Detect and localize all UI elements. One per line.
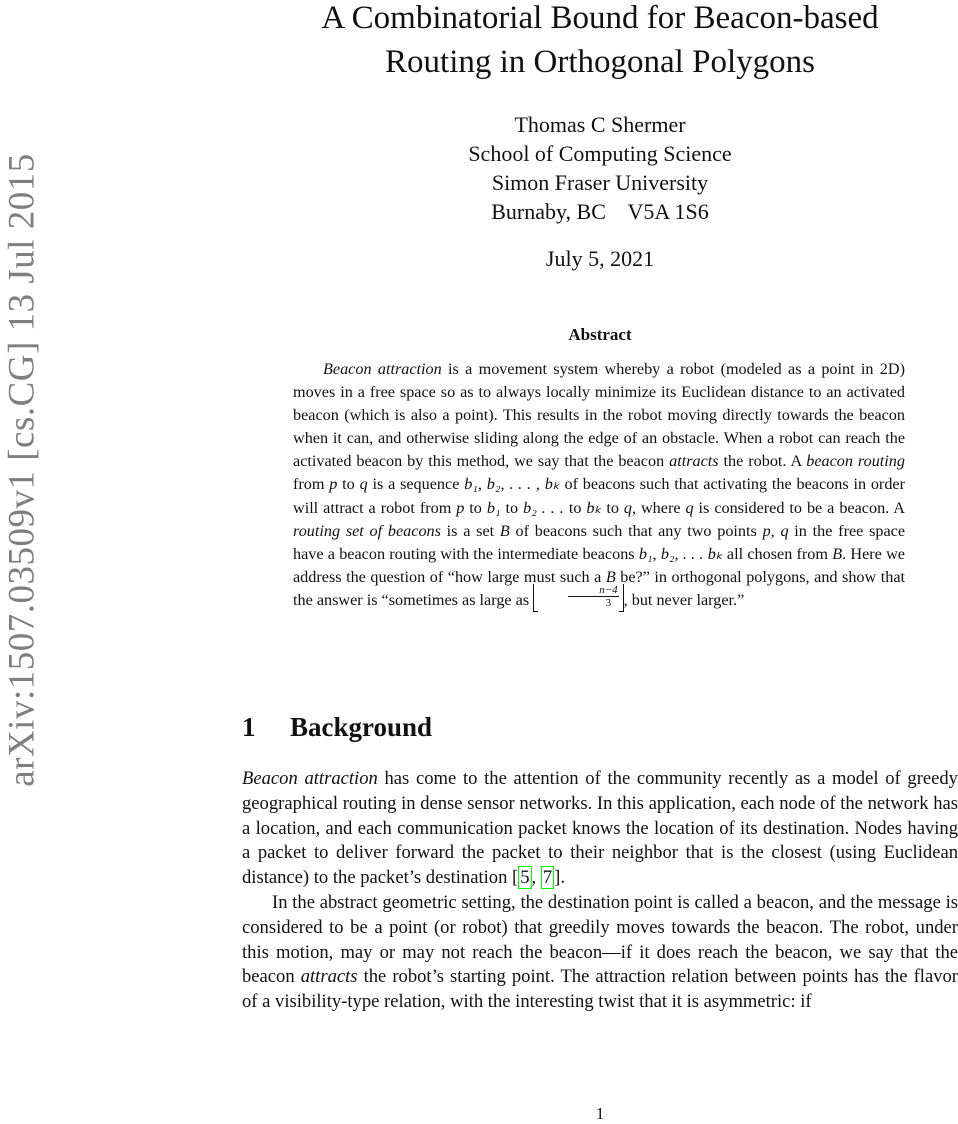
paper-date: July 5, 2021 bbox=[545, 246, 655, 271]
section-title: Background bbox=[290, 712, 433, 742]
citation-link[interactable]: 7 bbox=[542, 867, 553, 889]
affiliation-line-1: School of Computing Science bbox=[468, 141, 732, 166]
page-number: 1 bbox=[595, 1104, 605, 1123]
author-block bbox=[242, 110, 958, 226]
title-line-2: Routing in Orthogonal Polygons bbox=[385, 44, 815, 80]
affiliation-line-2: Simon Fraser University bbox=[491, 170, 709, 195]
arxiv-identifier[interactable]: arXiv:1507.03509v1 [cs.CG] 13 Jul 2015 bbox=[1, 153, 43, 787]
citation-link[interactable]: 5 bbox=[520, 867, 530, 889]
arxiv-sidebar bbox=[0, 0, 44, 840]
affiliation-line-3: Burnaby, BC V5A 1S6 bbox=[491, 199, 709, 224]
section-number: 1 bbox=[242, 712, 256, 742]
paper-title bbox=[242, 0, 958, 84]
section-body bbox=[242, 767, 958, 1015]
abstract-heading: Abstract bbox=[568, 325, 632, 344]
title-line-1: A Combinatorial Bound for Beacon-based bbox=[321, 0, 879, 36]
author-name: Thomas C Shermer bbox=[514, 112, 686, 137]
paragraph: In the abstract geometric setting, the destination point is called a beacon, and the message is considered to be a point (or robot) that greedily moves towards the beacon. The robot, under this motion, may or may not reach the beacon—if it does reach the beacon, we say that the beacon attracts the robot’s starting point. The attraction relation between points has the flavor of a visibility-type relation, with the interesting twist that it is asymmetric: if bbox=[242, 891, 958, 1013]
section-heading bbox=[242, 712, 432, 743]
abstract-text: Beacon attraction is a movement system whereby a robot (modeled as a point in 2D) moves in a free space so as to always locally minimize its Euclidean distance to an activated beacon (which is also a point). This results in the robot moving directly towards the beacon when it can, and otherwise sliding along the edge of an obstacle. When a robot can reach the activated beacon by this method, we say that the beacon attracts the robot. A beacon routing from p to q is a sequence b₁, b₂, . . . , bₖ of beacons such that activating the beacons in order will attract a robot from p to b₁ to b₂ . . . to bₖ to q, where q is considered to be a beacon. A routing set of beacons is a set B of beacons such that any two points p, q in the free space have a beacon routing with the intermediate beacons b₁, b₂, . . . bₖ all chosen from B. Here we address the question of “how large must such a B be?” in orthogonal polygons, and show that the answer is “sometimes as large as $\frac{n-4}{3}$ , but never larger.” bbox=[293, 358, 905, 612]
paragraph: Beacon attraction has come to the attention of the community recently as a model of greedy geographical routing in dense sensor networks. In this application, each node of the network has a location, and each communication packet knows the location of its destination. Nodes having a packet to deliver forward the packet to their neighbor that is the closest (using Euclidean distance) to the packet’s destination [ 5 , 7 ]. bbox=[242, 768, 958, 889]
floor-fraction: $\frac{n-4}{3}$ bbox=[533, 584, 623, 612]
